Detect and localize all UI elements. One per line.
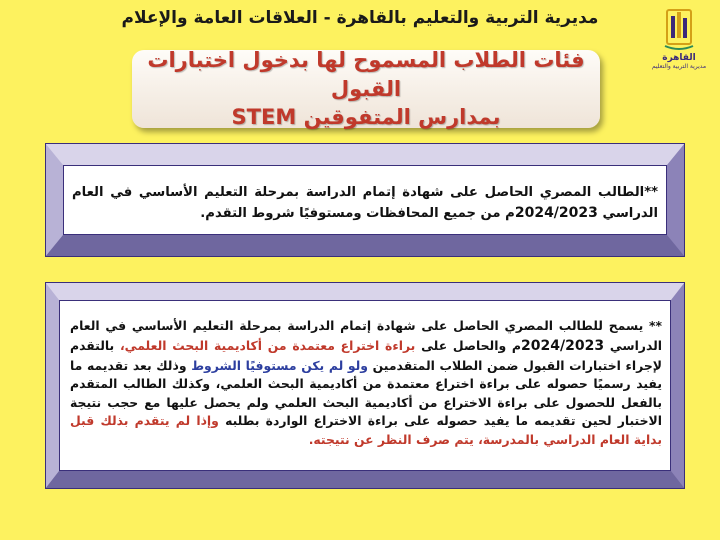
box2-conditions-highlight: ولو لم يكن مستوفيًا الشروط (191, 357, 368, 373)
title-box (132, 50, 600, 128)
box2-part2: م والحاصل على (421, 337, 522, 353)
logo-subtitle: مديرية التربية والتعليم (651, 63, 707, 70)
box2-part3: بالتقدم لإجراء اختبارات القبول ضمن الطلاب المتقدمين (70, 337, 662, 373)
box1-year: 2024/2023 (514, 205, 598, 222)
logo-name: القاهرة (662, 53, 696, 63)
box2-paragraph (70, 317, 662, 450)
box2-year: 2024/2023 (521, 337, 605, 354)
box2-deadline-highlight: وإذا لم يتقدم بذلك قبل بداية العام الدراسي بالمدرسة، يتم صرف النظر عن نتيجته. (70, 413, 662, 448)
title-line-2-text: بمدارس المتفوقين (303, 105, 501, 130)
header-title: مديرية التربية والتعليم بالقاهرة - العلاقات العامة والإعلام (121, 8, 599, 28)
title-line-2 (232, 103, 501, 131)
stem-label: STEM (231, 105, 297, 130)
box2-patent-highlight: براءة اختراع معتمدة من أكاديمية البحث العلمي، (119, 337, 416, 353)
logo (648, 6, 710, 78)
title-line-1: فئات الطلاب المسموح لها بدخول اختبارات القبول (147, 48, 585, 101)
box1-paragraph (72, 183, 658, 224)
box1-suffix: م من جميع المحافظات ومستوفيًا شروط التقدم. (200, 206, 515, 222)
box2-part4: وذلك بعد تقديمه ما يفيد رسميًا حصوله على براءة اختراع معتمدة من أكاديمية البحث العلمي، وكذلك الطالب المتقدم بالفعل للحصول على براءة الاختراع من أكاديمية البحث العلمي ولم يحصل عليها مع حجب نتيجة الاختبار لحين تقديمه ما يفيد حصوله على براءة الاختراع الواردة بطلبه (70, 357, 662, 429)
education-directorate-logo-icon (659, 6, 699, 52)
box1-intro: **الطالب المصري الحاصل على شهادة إتمام الدراسة بمرحلة التعليم الأساسي في العام الدراسي (72, 185, 658, 222)
box2-part1: ** يسمح للطالب المصري الحاصل على شهادة إتمام الدراسة بمرحلة التعليم الأساسي في العام الدراسي (70, 318, 663, 353)
